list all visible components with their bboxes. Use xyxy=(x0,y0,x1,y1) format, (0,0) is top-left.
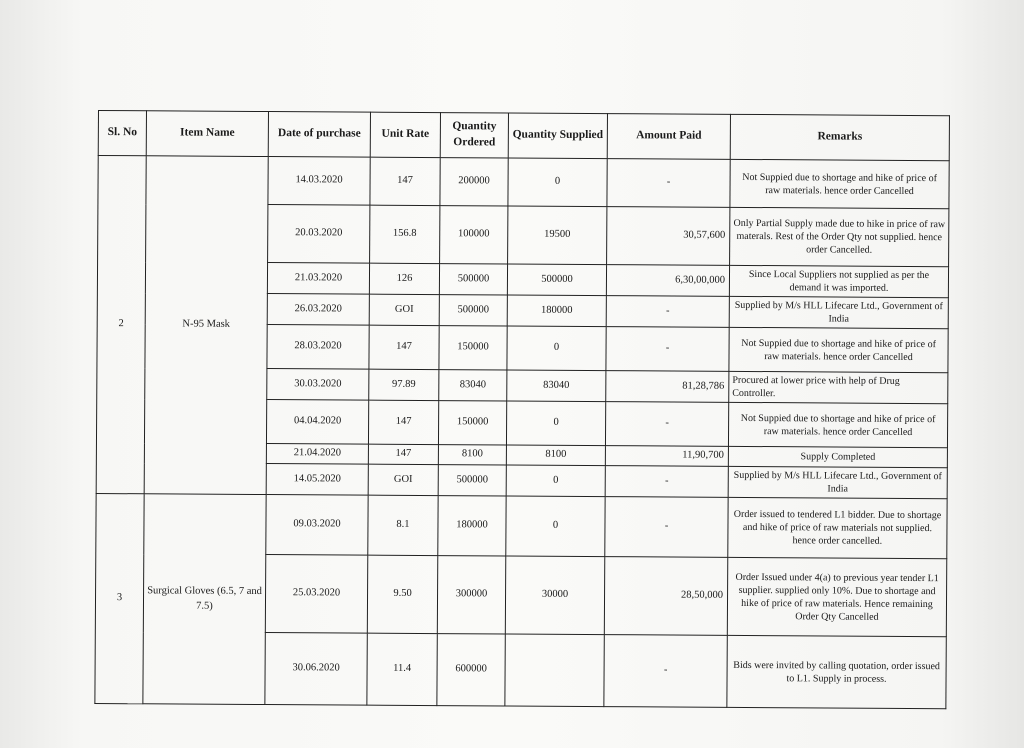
amount-paid-cell: 11,90,700 xyxy=(605,446,728,467)
item-name-cell: Surgical Gloves (6.5, 7 and 7.5) xyxy=(143,494,266,705)
header-qty-supplied: Quantity Supplied xyxy=(508,113,607,159)
remarks-cell: Supplied by M/s HLL Lifecare Ltd., Government of India xyxy=(728,466,947,498)
qty-supplied-cell xyxy=(505,634,604,707)
header-unit-rate: Unit Rate xyxy=(370,112,440,157)
amount-paid-cell: - xyxy=(604,635,727,708)
qty-supplied-cell: 8100 xyxy=(506,445,605,466)
date-cell: 30.06.2020 xyxy=(265,633,367,706)
amount-paid-cell: - xyxy=(605,402,728,447)
qty-supplied-cell: 19500 xyxy=(508,206,607,265)
date-cell: 14.03.2020 xyxy=(268,157,370,206)
header-date: Date of purchase xyxy=(268,112,370,158)
remarks-cell: Not Suppied due to shortage and hike of price of raw materials. hence order Cancelled xyxy=(729,327,948,372)
unit-rate-cell: 147 xyxy=(370,157,440,205)
qty-ordered-cell: 500000 xyxy=(438,465,506,496)
remarks-cell: Procured at lower price with help of Drug Controller. xyxy=(729,371,948,403)
qty-supplied-cell: 83040 xyxy=(507,370,606,402)
qty-supplied-cell: 180000 xyxy=(507,295,606,327)
qty-ordered-cell: 200000 xyxy=(440,158,508,206)
amount-paid-cell: - xyxy=(607,159,730,208)
table-body xyxy=(95,156,949,709)
remarks-cell: Supplied by M/s HLL Lifecare Ltd., Government of India xyxy=(729,296,948,328)
date-cell: 30.03.2020 xyxy=(267,369,369,401)
sl-no-cell: 2 xyxy=(96,156,146,494)
qty-ordered-cell: 500000 xyxy=(439,295,507,326)
header-remarks: Remarks xyxy=(730,114,949,160)
qty-ordered-cell: 500000 xyxy=(439,264,507,295)
amount-paid-cell: - xyxy=(606,296,729,328)
qty-ordered-cell: 180000 xyxy=(438,496,506,556)
amount-paid-cell: - xyxy=(606,327,729,372)
qty-supplied-cell: 0 xyxy=(506,401,605,446)
remarks-cell: Not Suppied due to shortage and hike of price of raw materials. hence order Cancelled xyxy=(728,402,947,447)
unit-rate-cell: GOI xyxy=(368,464,438,495)
date-cell: 20.03.2020 xyxy=(268,205,370,264)
remarks-cell: Since Local Suppliers not supplied as per the demand it was imported. xyxy=(729,265,948,297)
date-cell: 28.03.2020 xyxy=(267,325,369,370)
qty-supplied-cell: 0 xyxy=(507,326,606,371)
qty-supplied-cell: 0 xyxy=(506,496,605,557)
unit-rate-cell: 9.50 xyxy=(367,555,437,633)
remarks-cell: Order issued to tendered L1 bidder. Due to shortage and hike of price of raw materials not supplied. hence order cancelled. xyxy=(728,497,947,558)
remarks-cell: Supply Completed xyxy=(728,446,947,467)
table-row xyxy=(96,493,947,558)
date-cell: 26.03.2020 xyxy=(267,294,369,326)
remarks-cell: Order Issued under 4(a) to previous year tender L1 supplier. supplied only 10%. Due to shortage and hike of price of raw materials. Hence remaining Order Qty Cancelled xyxy=(727,557,946,636)
qty-ordered-cell: 150000 xyxy=(438,401,506,445)
qty-ordered-cell: 100000 xyxy=(440,206,508,264)
date-cell: 04.04.2020 xyxy=(266,400,368,445)
qty-supplied-cell: 0 xyxy=(506,465,605,497)
unit-rate-cell: 126 xyxy=(369,263,439,294)
date-cell: 21.03.2020 xyxy=(267,263,369,295)
amount-paid-cell: 28,50,000 xyxy=(604,557,727,636)
unit-rate-cell: 11.4 xyxy=(367,633,437,705)
qty-ordered-cell: 8100 xyxy=(438,445,506,465)
date-cell: 09.03.2020 xyxy=(266,495,368,556)
qty-supplied-cell: 30000 xyxy=(505,556,604,635)
remarks-cell: Only Partial Supply made due to hike in price of raw materals. Rest of the Order Qty not supplied. hence order Cancelled. xyxy=(730,207,949,266)
qty-ordered-cell: 83040 xyxy=(439,370,507,401)
date-cell: 14.05.2020 xyxy=(266,464,368,496)
unit-rate-cell: 147 xyxy=(369,325,439,369)
sl-no-cell: 3 xyxy=(95,493,144,703)
unit-rate-cell: 8.1 xyxy=(368,495,438,555)
header-amount-paid: Amount Paid xyxy=(607,114,730,160)
unit-rate-cell: 156.8 xyxy=(370,205,440,263)
qty-ordered-cell: 150000 xyxy=(439,326,507,370)
date-cell: 21.04.2020 xyxy=(266,444,368,465)
header-qty-ordered: Quantity Ordered xyxy=(440,113,508,158)
table-row xyxy=(98,156,949,209)
unit-rate-cell: 147 xyxy=(368,444,438,464)
amount-paid-cell: - xyxy=(605,497,728,558)
unit-rate-cell: GOI xyxy=(369,294,439,325)
header-sl-no: Sl. No xyxy=(98,111,146,156)
remarks-cell: Not Suppied due to shortage and hike of price of raw materials. hence order Cancelled xyxy=(730,159,949,208)
date-cell: 25.03.2020 xyxy=(265,555,367,634)
qty-supplied-cell: 0 xyxy=(508,158,607,207)
procurement-table xyxy=(94,110,950,709)
header-item-name: Item Name xyxy=(146,111,268,157)
remarks-cell: Bids were invited by calling quotation, order issued to L1. Supply in process. xyxy=(727,635,946,708)
amount-paid-cell: 6,30,00,000 xyxy=(606,265,729,297)
unit-rate-cell: 147 xyxy=(368,400,438,444)
amount-paid-cell: 30,57,600 xyxy=(607,207,730,266)
qty-ordered-cell: 300000 xyxy=(437,556,505,634)
unit-rate-cell: 97.89 xyxy=(369,369,439,400)
item-name-cell: N-95 Mask xyxy=(144,156,268,495)
amount-paid-cell: 81,28,786 xyxy=(606,371,729,403)
amount-paid-cell: - xyxy=(605,466,728,498)
qty-supplied-cell: 500000 xyxy=(507,264,606,296)
header-row xyxy=(98,111,949,161)
qty-ordered-cell: 600000 xyxy=(437,634,505,706)
